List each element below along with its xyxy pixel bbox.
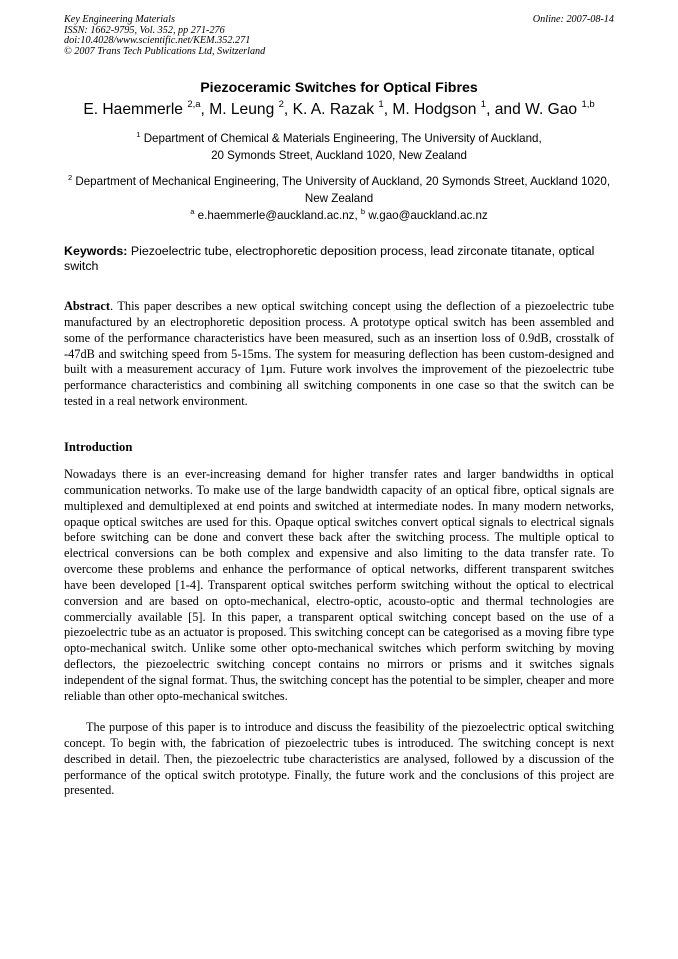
author-name: E. Haemmerle	[83, 101, 183, 118]
author-affiliation-mark: 2,a	[187, 99, 201, 110]
keywords	[64, 244, 614, 274]
author-separator: ,	[200, 101, 210, 118]
abstract	[64, 299, 614, 410]
author-emails: $^a$ e.haemmerle@auckland.ac.nz, $^b$ w.gao@auckland.ac.nz	[190, 207, 488, 222]
author-separator: ,	[383, 101, 393, 118]
author-name: M. Leung	[209, 101, 275, 118]
affiliation-1-line-1	[64, 130, 614, 147]
journal-info	[64, 15, 265, 57]
affiliation-mark: 2	[67, 173, 73, 182]
affiliation-2	[64, 173, 614, 207]
journal-name: Key Engineering Materials	[64, 14, 175, 25]
author-separator: , and	[486, 101, 526, 118]
doi-line: doi:10.4028/www.scientific.net/KEM.352.271	[64, 35, 251, 47]
copyright-line: © 2007 Trans Tech Publications Ltd, Switzerland	[64, 45, 266, 57]
keywords-text: Piezoelectric tube, electrophoretic deposition process, lead zirconate titanate, optical switch	[64, 244, 595, 273]
author-affiliation-mark: 2	[278, 99, 284, 110]
affiliation-1	[64, 130, 614, 164]
author-affiliation-mark: 1,b	[581, 99, 595, 110]
author-affiliation-mark: 1	[378, 99, 384, 110]
paper-title: Piezoceramic Switches for Optical Fibres	[200, 80, 478, 96]
affiliation-1-line-2	[64, 147, 614, 164]
body-paragraph: The purpose of this paper is to introduce and discuss the feasibility of the piezoelectric optical switching concept. To begin with, the fabrication of piezoelectric tubes is introduced. The switching concept is next described in detail. Then, the piezoelectric tube characteristics are analysed, followed by a discussion of the performance of the optical switch prototype. Finally, the future work and the conclusions of this project are presented.	[64, 720, 614, 798]
author-list	[0, 101, 678, 119]
abstract-text: . This paper describes a new optical switching concept using the deflection of a piezoelectric tube manufactured by an electrophoretic deposition process. A prototype optical switch has been assembled and some of the performance characteristics have been measured, such as an insertion loss of 0.9dB, crosstalk of -47dB and switching speed from 5-15ms. The system for measuring deflection has been custom-designed and built with a measurement accuracy of 1µm. Future work involves the improvement of the piezoelectric tube performance characteristics and combining all switching components in one case so that the switch can be tested in a real network environment.	[64, 299, 614, 409]
section-heading: Introduction	[64, 440, 133, 454]
affiliation-text: Department of Chemical & Materials Engineering, The University of Auckland,	[143, 132, 542, 145]
author-name: M. Hodgson	[392, 101, 477, 118]
email-address: w.gao@auckland.ac.nz	[368, 209, 488, 222]
author-separator: ,	[283, 101, 293, 118]
author-name: K. A. Razak	[292, 101, 375, 118]
author-affiliation-mark: 1	[480, 99, 487, 110]
affiliation-text: Department of Mechanical Engineering, The University of Auckland, 20 Symonds Street, Auckland 1020, New Zealand	[75, 175, 611, 205]
keywords-label: Keywords:	[64, 244, 128, 258]
issn-line: ISSN: 1662-9795, Vol. 352, pp 271-276	[64, 24, 225, 36]
body-paragraph: Nowadays there is an ever-increasing demand for higher transfer rates and larger bandwidths in optical communication networks. To make use of the large bandwidth capacity of an optical fibre, optical signals are multiplexed and demultiplexed at end points and switched at intermediate nodes. In many modern networks, opaque optical switches are used for this. Opaque optical switches convert optical signals to electrical signals before switching can be done and convert these back after the switching process. The multiple optical to electrical conversions can be both complex and expensive and also limiting to the data transfer rate. To overcome these problems and enhance the performance of optical networks, different transparent switches have been developed [1-4]. Transparent optical switches perform switching without the optical to electrical conversion and are based on opto-mechanical, electro-optic, acousto-optic and thermal technologies are commercially available [5]. In this paper, a transparent optical switching concept based on the use of a piezoelectric tube as an actuator is proposed. This switching concept can be categorised as a moving fibre type opto-mechanical switch. Unlike some other opto-mechanical switches which perform switching by moving deflectors, the piezoelectric switching concept contains no mirrors or prisms and it switches signals independent of the signal format. Thus, the switching concept has the potential to be simpler, cheaper and more reliable than other opto-mechanical switches.	[64, 467, 614, 703]
email-mark: b	[360, 207, 366, 216]
affiliation-mark: 1	[136, 130, 141, 139]
online-date: Online: 2007-08-14	[532, 14, 614, 25]
email-address: e.haemmerle@auckland.ac.nz	[197, 209, 355, 222]
email-mark: a	[190, 207, 195, 216]
author-name: W. Gao	[525, 101, 578, 118]
affiliation-text: 20 Symonds Street, Auckland 1020, New Zealand	[211, 149, 467, 162]
abstract-label: Abstract	[64, 299, 110, 313]
